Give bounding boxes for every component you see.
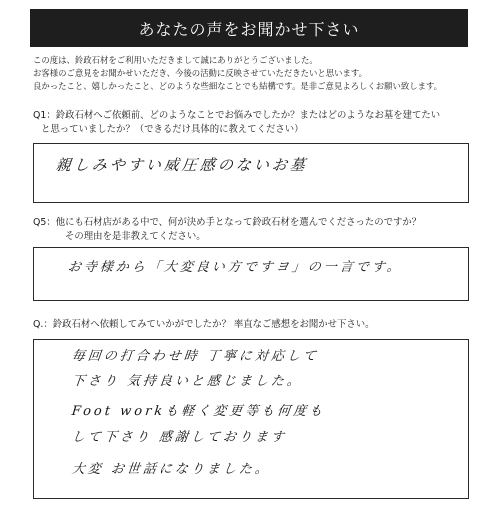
answer-box-1: [33, 143, 469, 203]
page-title: あなたの声をお聞かせ下さい: [30, 9, 468, 47]
intro-text: [33, 54, 473, 93]
answer-feedback-line: 大変 お世話になりました。: [71, 462, 272, 477]
answer-feedback-line: して下さり 感謝しております: [71, 430, 288, 445]
intro-line: 良かったこと、嬉しかったこと、どのような些細なことでも結構です。是非ご意見よろしくお願い致します。: [33, 81, 443, 91]
question-1: [33, 109, 440, 136]
answer-feedback-line: Foot workも軽く変更等も何度も: [71, 404, 326, 419]
question-5-line-1: Q5：他にも石材店がある中で、何が決め手となって鈴政石材を選んでくださったのですか？: [33, 217, 422, 228]
question-feedback: [33, 318, 374, 332]
answer-feedback-line: 毎回の打合わせ時 丁寧に対応して: [71, 349, 320, 364]
question-5-line-2: その理由を是非教えてください。: [65, 230, 206, 242]
answer-box-feedback: [33, 339, 469, 499]
question-1-line-1: Q1：鈴政石材へご依頼前、どのようなことでお悩みでしたか？またはどのようなお墓を建てたい: [33, 110, 441, 121]
answer-5-handwriting: お寺様から「大変良い方ですヨ」の一言です。: [67, 260, 404, 275]
question-1-line-2: と思っていましたか？（できるだけ具体的に教えてください）: [41, 123, 304, 135]
intro-line: この度は、鈴政石材をご利用いただきまして誠にありがとうございました。: [33, 55, 318, 65]
answer-feedback-line: 下さり 気持良いと感じました。: [71, 374, 304, 389]
question-feedback-line: Q.：鈴政石材へ依頼してみていかがでしたか？ 率直なご感想をお聞かせ下さい。: [33, 319, 375, 330]
answer-1-handwriting: 親しみやすい威圧感のないお墓: [55, 156, 309, 174]
intro-line: お客様のご意見をお聞かせいただき、今後の活動に反映させていただきたいと思います。: [33, 68, 367, 78]
question-5: [33, 216, 421, 243]
answer-box-5: [33, 247, 469, 301]
